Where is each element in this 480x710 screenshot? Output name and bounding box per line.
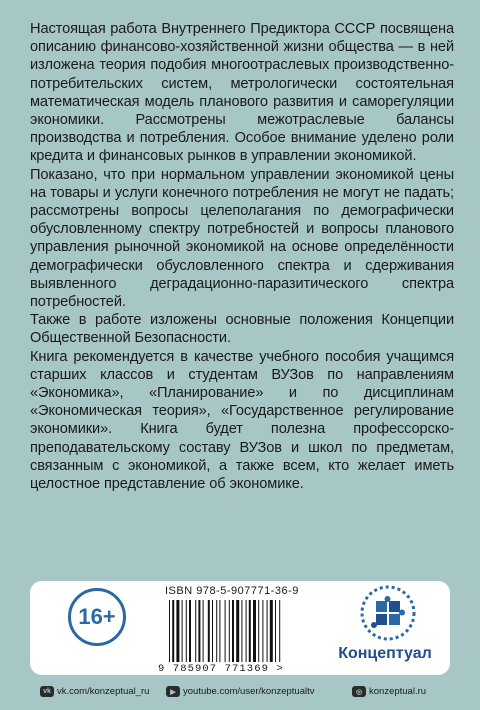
barcode-bar bbox=[212, 600, 213, 662]
site-url: konzeptual.ru bbox=[369, 686, 427, 697]
globe-icon: ◎ bbox=[352, 686, 366, 697]
paragraph-concept: Также в работе изложены основные положения Концепции Общественной Безопасности. bbox=[30, 312, 454, 347]
youtube-icon: ▶ bbox=[166, 686, 180, 697]
annotation-text bbox=[30, 20, 454, 493]
publisher-logo-icon bbox=[348, 585, 428, 641]
vk-link[interactable] bbox=[40, 686, 149, 697]
barcode-bar bbox=[270, 600, 273, 662]
barcode-bar bbox=[236, 600, 239, 662]
barcode-bar bbox=[258, 600, 259, 662]
barcode-bar bbox=[189, 600, 191, 662]
publisher-name: Концептуал bbox=[338, 645, 432, 662]
barcode-bar bbox=[249, 600, 251, 662]
barcode-digits: 9 785907 771369 > bbox=[158, 663, 284, 675]
barcode-bar bbox=[229, 600, 230, 662]
barcode-bar bbox=[198, 600, 200, 662]
barcode-bar bbox=[253, 600, 256, 662]
paragraph-recommendation: Книга рекомендуется в качестве учебного пособия учащимся старших классов и студентам ВУЗов по направлениям «Экономика», «Планирование» и по дисциплинам «Экономическая теория», «Государственное регулирование экономики». Книга будет полезна профессорско-преподавательскому составу ВУЗов и школ по предметам, связанным с экономикой, а также всем, кто желает иметь целостное представление об экономике. bbox=[30, 348, 454, 493]
barcode-bar bbox=[275, 600, 276, 662]
barcode-bar bbox=[203, 600, 204, 662]
barcode-bar bbox=[262, 600, 263, 662]
barcode-bar bbox=[219, 600, 220, 662]
barcode-bar bbox=[186, 600, 187, 662]
vk-url: vk.com/konzeptual_ru bbox=[57, 686, 150, 697]
paragraph-intro: Настоящая работа Внутреннего Предиктора СССР посвящена описанию финансово-хозяйственной жизни общества — в ней изложена теория подобия многоотраслевых производственно-потребительских систем, метрологически состоятельная математическая модель планового развития и саморегуляции экономики. Рассмотрены межотраслевые балансы производства и потребления. Особое внимание уделено роли кредита и финансовых рынков в управлении экономикой. bbox=[30, 21, 454, 165]
barcode-bar bbox=[169, 600, 170, 662]
barcode-bar bbox=[216, 600, 217, 662]
site-link[interactable] bbox=[352, 686, 426, 697]
vk-icon: vk bbox=[40, 686, 54, 697]
barcode-bar bbox=[267, 600, 268, 662]
barcode-bar bbox=[225, 600, 226, 662]
barcode-bar bbox=[232, 600, 234, 662]
youtube-url: youtube.com/user/konzeptualtv bbox=[183, 686, 315, 697]
barcode-bar bbox=[176, 600, 179, 662]
youtube-link[interactable] bbox=[166, 686, 315, 697]
age-rating-label: 16+ bbox=[78, 604, 116, 629]
barcode bbox=[165, 600, 325, 662]
barcode-bar bbox=[241, 600, 242, 662]
age-rating-badge bbox=[68, 588, 126, 646]
barcode-bar bbox=[208, 600, 210, 662]
footer-links bbox=[0, 681, 480, 703]
barcode-bar bbox=[279, 600, 280, 662]
barcode-bar bbox=[195, 600, 196, 662]
paragraph-prices: Показано, что при нормальном управлении экономикой цены на товары и услуги конечного потребления не могут не падать; рассмотрены вопросы целеполагания по демографически обусловленному спектру потребностей и вопросы планового управления рыночной экономикой на основе определённости демографически обусловленного спектра и сдерживания выявленного деградационно-паразитического спектра потребностей. bbox=[30, 166, 454, 311]
barcode-bar bbox=[246, 600, 247, 662]
info-panel bbox=[30, 581, 450, 675]
barcode-bar bbox=[182, 600, 183, 662]
barcode-bar bbox=[172, 600, 174, 662]
isbn-label: ISBN 978-5-907771-36-9 bbox=[165, 585, 299, 597]
barcode-icon bbox=[165, 600, 325, 662]
